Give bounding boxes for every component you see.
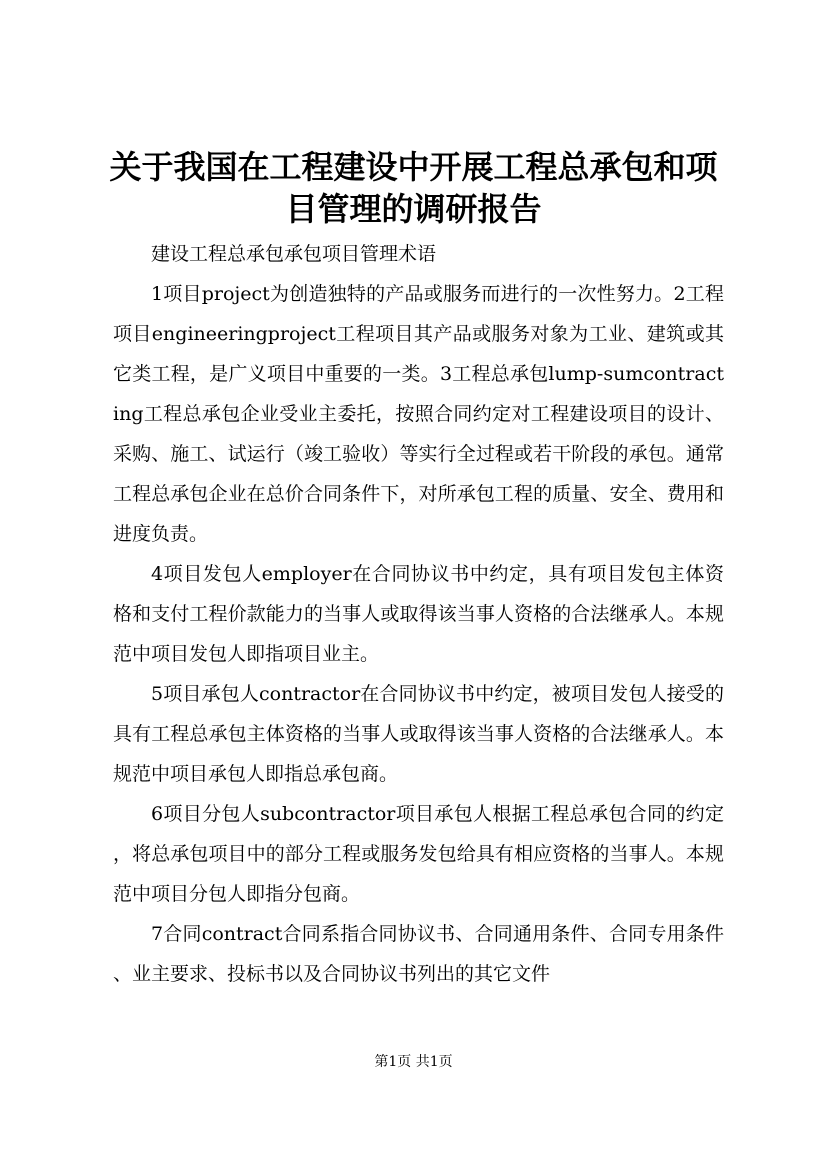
paragraph-term-7: 7合同contract合同系指合同协议书、合同通用条件、合同专用条件、业主要求、投标书以及合同协议书列出的其它文件	[113, 923, 724, 985]
paragraph-heading: 建设工程总承包承包项目管理术语	[151, 243, 437, 265]
paragraph-term-6: 6项目分包人subcontractor项目承包人根据工程总承包合同的约定，将总承包项目中的部分工程或服务发包给具有相应资格的当事人。本规范中项目分包人即指分包商。	[113, 803, 724, 905]
paragraph-term-4: 4项目发包人employer在合同协议书中约定，具有项目发包主体资格和支付工程价款能力的当事人或取得该当事人资格的合法继承人。本规范中项目发包人即指项目业主。	[113, 563, 724, 665]
document-body	[113, 234, 724, 994]
page-footer: 第1页 共1页	[374, 1054, 453, 1070]
paragraph-terms-1-3: 1项目project为创造独特的产品或服务而进行的一次性努力。2工程项目engineeringproject工程项目其产品或服务对象为工业、建筑或其它类工程，是广义项目中重要的一类。3工程总承包lump-sumcontracting工程总承包企业受业主委托，按照合同约定对工程建设项目的设计、采购、施工、试运行（竣工验收）等实行全过程或若干阶段的承包。通常工程总承包企业在总价合同条件下，对所承包工程的质量、安全、费用和进度负责。	[113, 283, 724, 545]
paragraph-term-5: 5项目承包人contractor在合同协议书中约定，被项目发包人接受的具有工程总承包主体资格的当事人或取得该当事人资格的合法继承人。本规范中项目承包人即指总承包商。	[113, 683, 724, 785]
document-title: 关于我国在工程建设中开展工程总承包和项目管理的调研报告	[109, 148, 718, 228]
